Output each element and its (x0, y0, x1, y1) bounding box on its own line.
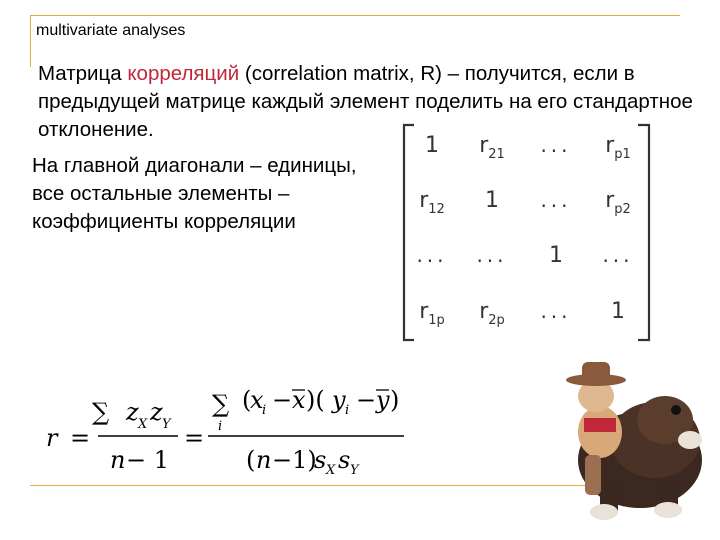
formula-sub-sy: Y (350, 463, 359, 478)
formula-x-bar: x (292, 386, 306, 414)
matrix-cell: ... (602, 243, 634, 267)
matrix-cell: ... (540, 133, 572, 157)
formula-z-x: z (126, 398, 139, 426)
formula-minus-4: −1) (272, 446, 317, 474)
matrix-cell: 1 (549, 243, 563, 268)
formula-x-i: x (250, 386, 264, 414)
left-bracket (404, 125, 414, 340)
matrix-cell: 1 (611, 299, 625, 324)
matrix-cell: 1 (485, 188, 499, 213)
formula-y-bar: y (376, 386, 390, 414)
sum-symbol-2: ∑ (212, 390, 230, 418)
right-bracket (638, 125, 649, 340)
formula-n: n (256, 446, 272, 474)
paragraph-end: (correlation matrix, R) – получится, если в предыдущей матрице каждый элемент поделить на его стандартное отклонение. (38, 62, 693, 141)
matrix-cell: 1 (425, 133, 439, 158)
formula-y-i: y (332, 386, 346, 414)
paragraph-start: Матрица (38, 62, 128, 85)
matrix-cell: $r_{p1}$ (605, 133, 631, 162)
formula-paren-close-2: ) (390, 386, 400, 414)
matrix-cell: $r_{21}$ (479, 133, 505, 162)
formula-denominator-2: ( (246, 446, 256, 474)
formula-sub-y: Y (162, 417, 171, 432)
formula-sub-x: X (138, 417, 148, 432)
formula-equals-1: = (70, 424, 91, 452)
matrix-cell: ... (540, 188, 572, 212)
matrix-cell: $r_{p2}$ (605, 188, 631, 217)
section-title: multivariate analyses (36, 22, 186, 39)
diagonal-note: На главной диагонали – единицы, все остальные элементы – коэффициенты корреляции (32, 154, 357, 233)
formula-sub-sx: X (326, 463, 336, 478)
formula-z-y: z (150, 398, 163, 426)
matrix-cell: $r_{2p}$ (479, 299, 505, 328)
matrix-cell: $r_{1p}$ (419, 299, 445, 328)
formula-sub-i2: i (345, 403, 350, 418)
matrix-cell: $r_{12}$ (419, 188, 445, 217)
correlation-formula (46, 386, 404, 478)
formula-equals-2: = (184, 424, 205, 452)
formula-s-y: s (338, 446, 351, 474)
sum-symbol-1: ∑ (92, 398, 110, 426)
formula-s-x: s (314, 446, 327, 474)
matrix-cell: ... (416, 243, 448, 267)
sum-index-i: i (218, 419, 223, 434)
formula-minus-2: − (272, 386, 293, 414)
formula-minus-1: − 1 (126, 446, 170, 474)
formula-numerator-2: ( (242, 386, 252, 414)
formula-sub-i1: i (262, 403, 267, 418)
formula-denominator-1: n (110, 446, 126, 474)
matrix-cell: ... (540, 299, 572, 323)
cowboy-toy-image (566, 362, 702, 520)
highlighted-term: корреляций (127, 62, 240, 85)
formula-paren-close-1: )( (306, 386, 325, 414)
matrix-cell: ... (476, 243, 508, 267)
correlation-matrix (416, 133, 633, 328)
formula-lhs: r (46, 424, 58, 452)
formula-minus-3: − (356, 386, 377, 414)
